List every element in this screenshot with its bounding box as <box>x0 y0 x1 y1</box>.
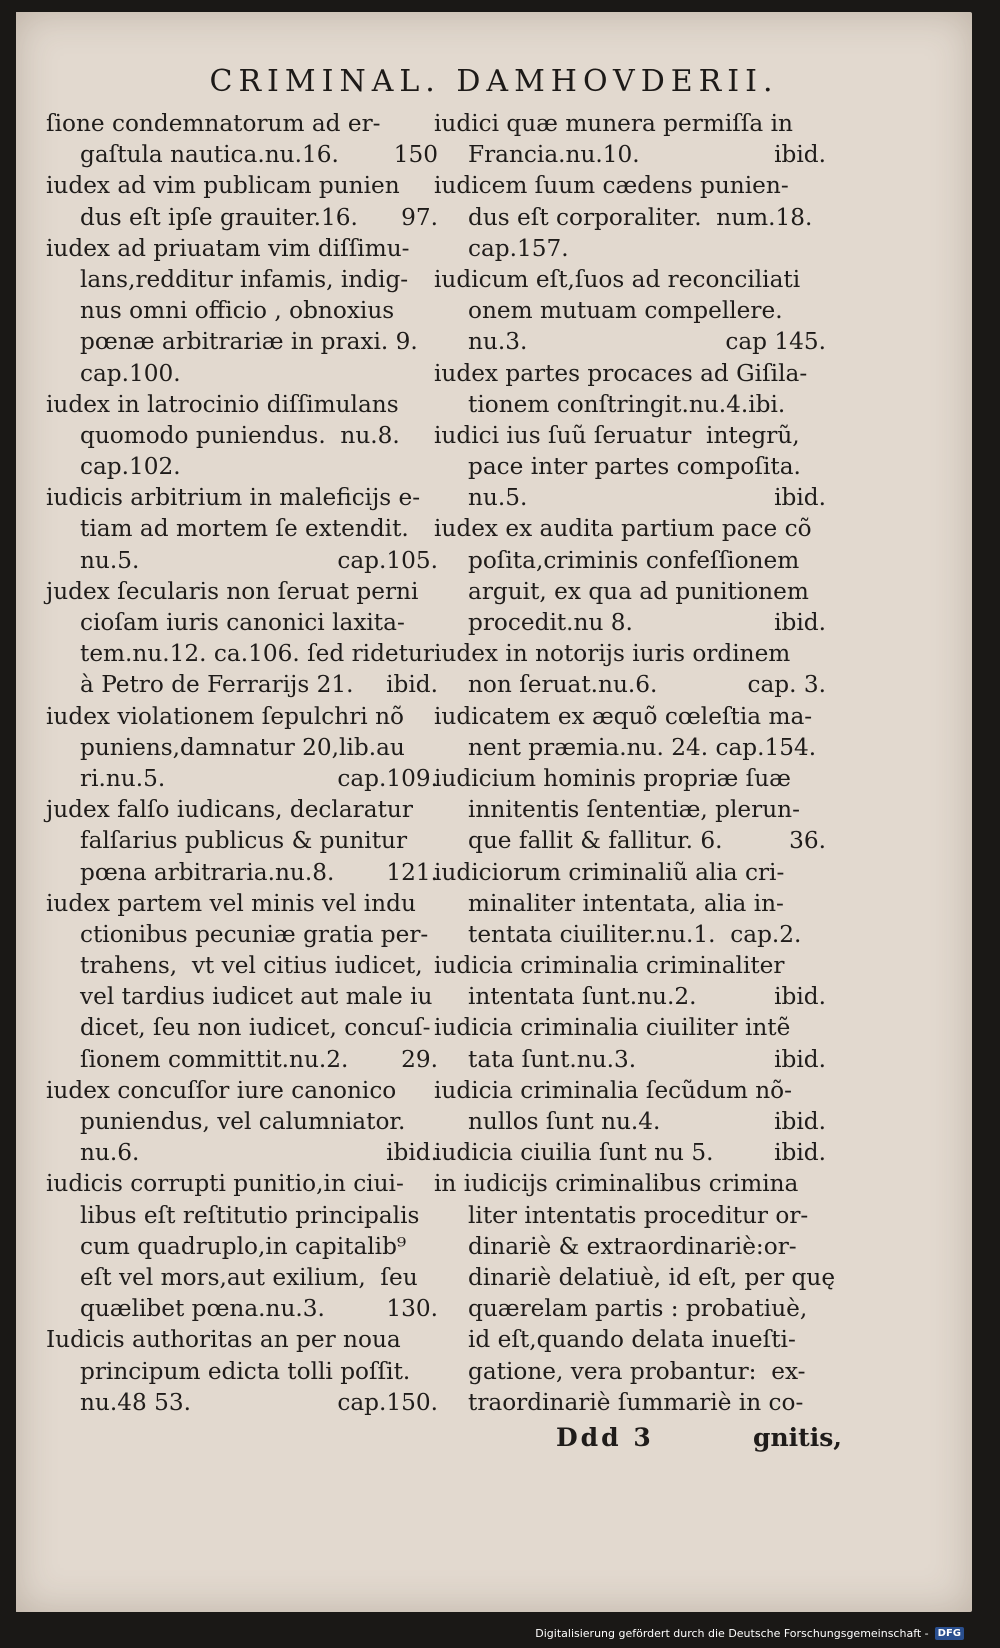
entry-text: poſita,criminis confeſſionem <box>468 546 800 574</box>
index-entry-continuation <box>434 202 826 233</box>
index-entry-line <box>434 264 826 295</box>
entry-reference: cap.109. <box>337 764 438 792</box>
index-entry-continuation <box>46 295 438 326</box>
entry-text: quærelam partis : probatiuè, <box>468 1295 808 1323</box>
entry-reference: 97. <box>401 203 438 231</box>
index-entry-continuation <box>46 139 438 170</box>
entry-text: judex ſecularis non ſeruat perni <box>46 577 419 605</box>
entry-text: nus omni officio , obnoxius <box>80 297 395 325</box>
index-entry-line <box>46 233 438 264</box>
entry-text: tentata ciuiliter.nu.1. cap.2. <box>468 920 802 948</box>
entry-text: iudicis arbitrium in maleficijs e- <box>46 484 421 512</box>
dfg-logo: DFG <box>935 1627 964 1640</box>
index-entry-continuation <box>434 1293 826 1324</box>
index-entry-continuation <box>434 389 826 420</box>
entry-text: cioſam iuris canonici laxita- <box>80 609 405 636</box>
index-entry-continuation <box>46 981 438 1012</box>
index-entry-line <box>46 794 438 825</box>
index-entry-line <box>434 1075 826 1106</box>
entry-text: ctionibus pecuniæ gratia per- <box>80 920 429 948</box>
entry-reference: ibid. <box>774 1139 826 1167</box>
entry-text: nu.5. <box>468 484 528 512</box>
entry-text: arguit, ex qua ad punitionem <box>468 577 809 605</box>
entry-text: dus eſt ipſe grauiter.16. <box>80 203 358 231</box>
entry-reference: ibid. <box>774 1108 826 1135</box>
entry-text: iudicis corrupti punitio,in ciui- <box>46 1170 404 1198</box>
index-entry-line <box>46 170 438 201</box>
entry-text: Iudicis authoritas an per noua <box>46 1326 401 1354</box>
entry-text: nent præmia.nu. 24. cap.154. <box>468 733 817 761</box>
entry-text: iudicia criminalia criminaliter <box>434 952 785 980</box>
index-entry-continuation <box>46 1387 438 1418</box>
entry-reference: 150 <box>393 141 438 169</box>
index-entry-continuation <box>434 233 826 264</box>
index-entry-continuation <box>46 358 438 389</box>
entry-text: nu.3. <box>468 328 528 356</box>
entry-text: puniens,damnatur 20,lib.au <box>80 733 405 761</box>
index-entry-continuation <box>434 482 826 513</box>
index-entry-line <box>434 701 826 732</box>
credit-text: Digitalisierung gefördert durch die Deutsche Forschungsgemeinschaft - <box>535 1627 929 1640</box>
entry-text: dinariè delatiuè, id eſt, per quę <box>468 1263 836 1291</box>
index-entry-continuation <box>434 732 826 763</box>
index-entry-continuation <box>434 545 826 576</box>
entry-text: tem.nu.12. ca.106. ſed ridetur <box>80 640 434 668</box>
entry-text: cum quadruplo,in capitalib⁹ <box>80 1232 407 1260</box>
entry-text: id eſt,quando delata inueſti- <box>468 1326 796 1354</box>
index-entry-continuation <box>434 295 826 326</box>
index-entry-line <box>434 763 826 794</box>
index-entry-continuation <box>46 1293 438 1324</box>
index-entry-continuation <box>46 1137 438 1168</box>
index-entry-line <box>434 513 826 544</box>
entry-text: dus eſt corporaliter. num.18. <box>468 203 813 231</box>
entry-text: vel tardius iudicet aut male iu <box>80 983 433 1011</box>
entry-text: tiam ad mortem ſe extendit. <box>80 515 409 543</box>
index-entry-continuation <box>434 794 826 825</box>
index-entry-line <box>434 1137 826 1168</box>
index-entry-line <box>434 1168 826 1199</box>
index-entry-continuation <box>46 1356 438 1387</box>
entry-text: nu.6. <box>80 1139 140 1167</box>
index-entry-continuation <box>46 545 438 576</box>
entry-reference: ibid. <box>774 141 826 169</box>
entry-text: nu.5. <box>80 546 140 574</box>
index-entry-continuation <box>46 1262 438 1293</box>
index-entry-continuation <box>434 1262 836 1293</box>
entry-text: pace inter partes compoſita. <box>468 453 801 481</box>
entry-text: dicet, ſeu non iudicet, concuſ- <box>80 1014 431 1042</box>
entry-reference: ibid. <box>386 1139 438 1167</box>
entry-text: cap.100. <box>80 359 181 387</box>
entry-reference: 29. <box>401 1045 438 1073</box>
entry-reference: ibid. <box>774 609 826 636</box>
index-entry-continuation <box>434 576 826 607</box>
entry-text: iudicia ciuilia ſunt nu 5. <box>434 1139 714 1167</box>
entry-text: tata ſunt.nu.3. <box>468 1045 637 1073</box>
entry-text: à Petro de Ferrarijs 21. <box>80 671 354 699</box>
index-entry-continuation <box>46 1044 438 1075</box>
index-entry-line <box>434 358 826 389</box>
index-entry-line <box>434 170 826 201</box>
entry-text: iudex ad vim publicam punien <box>46 172 400 200</box>
entry-text: eſt vel mors,aut exilium, ſeu <box>80 1263 418 1291</box>
entry-text: gatione, vera probantur: ex- <box>468 1357 806 1385</box>
entry-text: gaſtula nautica.nu.16. <box>80 141 339 169</box>
index-entry-continuation <box>434 1200 826 1231</box>
entry-reference: ibid. <box>386 671 438 699</box>
index-entry-continuation <box>434 825 826 856</box>
entry-text: traordinariè ſummariè in co- <box>468 1388 804 1416</box>
entry-text: liter intentatis proceditur or- <box>468 1201 809 1229</box>
entry-text: in iudicijs criminalibus crimina <box>434 1170 799 1198</box>
entry-reference: cap 145. <box>725 328 826 356</box>
signature-mark: Ddd 3 <box>556 1423 654 1452</box>
index-entry-continuation <box>46 326 438 357</box>
entry-text: quomodo puniendus. nu.8. <box>80 421 400 449</box>
entry-text: puniendus, vel calumniator. <box>80 1108 406 1135</box>
index-entry-continuation <box>434 607 826 638</box>
entry-text: iudici quæ munera permiſſa in <box>434 110 793 137</box>
running-header: CRIMINAL. DAMHOVDERII. <box>209 64 779 99</box>
index-entry-line <box>434 950 826 981</box>
index-entry-line <box>46 576 438 607</box>
index-entry-line <box>434 420 826 451</box>
index-entry-line <box>46 1168 438 1199</box>
book-page <box>16 12 972 1612</box>
catchword: gnitis, <box>753 1423 842 1452</box>
index-entry-continuation <box>434 919 826 950</box>
index-entry-continuation <box>46 1231 438 1262</box>
index-entry-continuation <box>434 1231 826 1262</box>
entry-text: iudicem ſuum cædens punien- <box>434 172 789 200</box>
entry-reference: 36. <box>789 827 826 855</box>
index-entry-continuation <box>434 1324 826 1355</box>
index-entry-continuation <box>46 451 438 482</box>
index-entry-continuation <box>46 950 438 981</box>
index-entry-continuation <box>46 202 438 233</box>
index-entry-continuation <box>46 420 438 451</box>
entry-reference: ibid. <box>774 484 826 512</box>
entry-reference: 121. <box>386 858 438 886</box>
entry-text: principum edicta tolli poſſit. <box>80 1357 411 1385</box>
entry-text: iudex partem vel minis vel indu <box>46 889 416 917</box>
entry-text: pœnæ arbitrariæ in praxi. 9. <box>80 328 418 356</box>
entry-text: nullos ſunt nu.4. <box>468 1108 661 1135</box>
index-entry-continuation <box>434 326 826 357</box>
entry-text: quælibet pœna.nu.3. <box>80 1295 325 1323</box>
index-entry-continuation <box>46 857 438 888</box>
entry-text: iudex violationem ſepulchri nõ <box>46 702 404 730</box>
entry-text: iudicia criminalia ſecũdum nõ- <box>434 1076 792 1104</box>
entry-text: iudicia criminalia ciuiliter intẽ <box>434 1014 791 1042</box>
index-entry-continuation <box>434 1044 826 1075</box>
entry-text: iudex concuſſor iure canonico <box>46 1076 397 1104</box>
entry-text: iudiciorum criminaliũ alia cri- <box>434 858 785 886</box>
digitization-credit <box>535 1627 964 1640</box>
entry-reference: cap.105. <box>337 546 438 574</box>
entry-reference: ibid. <box>774 1045 826 1073</box>
index-entry-line <box>434 1012 826 1043</box>
index-entry-line <box>46 389 438 420</box>
entry-text: iudex ex audita partium pace cõ <box>434 515 812 543</box>
index-entry-continuation <box>434 139 826 170</box>
index-entry-continuation <box>434 888 826 919</box>
index-entry-line <box>434 638 826 669</box>
index-entry-continuation <box>46 763 438 794</box>
entry-text: judex falſo iudicans, declaratur <box>46 796 413 824</box>
entry-text: ſionem committit.nu.2. <box>80 1045 349 1073</box>
entry-text: onem mutuam compellere. <box>468 297 783 325</box>
entry-text: iudex ad priuatam vim diſſimu- <box>46 234 410 262</box>
index-entry-line <box>46 482 438 513</box>
index-entry-line <box>46 888 438 919</box>
entry-text: trahens, vt vel citius iudicet, <box>80 952 423 980</box>
entry-text: cap.102. <box>80 453 181 481</box>
entry-text: intentata ſunt.nu.2. <box>468 983 697 1011</box>
index-entry-line <box>46 108 438 139</box>
index-entry-line <box>46 701 438 732</box>
entry-text: iudici ius ſuũ ſeruatur integrũ, <box>434 421 800 449</box>
entry-text: nu.48 53. <box>80 1388 191 1416</box>
entry-text: innitentis ſententiæ, plerun- <box>468 796 800 824</box>
entry-text: falſarius publicus & punitur <box>80 827 408 855</box>
entry-text: iudex in latrocinio diſſimulans <box>46 390 399 418</box>
index-entry-line <box>46 1075 438 1106</box>
index-entry-continuation <box>46 732 438 763</box>
entry-reference: 130. <box>386 1295 438 1323</box>
entry-text: dinariè & extraordinariè:or- <box>468 1232 797 1260</box>
index-entry-continuation <box>434 451 826 482</box>
entry-text: non ſeruat.nu.6. <box>468 671 658 699</box>
index-entry-continuation <box>46 919 438 950</box>
index-entry-continuation <box>46 669 438 700</box>
entry-text: iudicatem ex æquõ cœleſtia ma- <box>434 702 813 730</box>
entry-text: ri.nu.5. <box>80 764 166 792</box>
index-entry-continuation <box>46 513 438 544</box>
index-entry-continuation <box>46 264 438 295</box>
index-entry-continuation <box>434 669 826 700</box>
index-entry-line <box>434 857 826 888</box>
entry-text: ſione condemnatorum ad er- <box>46 110 381 137</box>
entry-reference: cap. 3. <box>747 671 826 699</box>
entry-text: iudex partes procaces ad Giſila- <box>434 359 808 387</box>
index-entry-line <box>434 108 826 139</box>
index-entry-continuation <box>434 1106 826 1137</box>
index-entry-continuation <box>46 1106 438 1137</box>
right-column <box>434 108 836 1418</box>
entry-reference: cap.150. <box>337 1388 438 1416</box>
index-entry-continuation <box>434 1387 826 1418</box>
index-entry-continuation <box>46 1012 438 1043</box>
entry-text: procedit.nu 8. <box>468 609 633 636</box>
entry-text: Francia.nu.10. <box>468 141 640 169</box>
index-entry-continuation <box>46 638 438 669</box>
entry-text: lans,redditur infamis, indig- <box>80 265 409 293</box>
entry-text: pœna arbitraria.nu.8. <box>80 858 335 886</box>
entry-text: iudex in notorijs iuris ordinem <box>434 640 791 668</box>
index-entry-continuation <box>46 1200 438 1231</box>
entry-text: minaliter intentata, alia in- <box>468 889 784 917</box>
entry-text: que fallit & fallitur. 6. <box>468 827 723 855</box>
index-entry-continuation <box>434 981 826 1012</box>
index-entry-continuation <box>434 1356 826 1387</box>
entry-text: libus eſt reſtitutio principalis <box>80 1201 420 1229</box>
entry-reference: ibid. <box>774 983 826 1011</box>
entry-text: cap.157. <box>468 234 569 262</box>
index-entry-line <box>46 1324 438 1355</box>
page-footer <box>16 1423 972 1457</box>
left-column <box>46 108 438 1418</box>
index-entry-continuation <box>46 825 438 856</box>
entry-text: iudicum eſt,ſuos ad reconciliati <box>434 265 801 293</box>
index-entry-continuation <box>46 607 438 638</box>
entry-text: iudicium hominis propriæ ſuæ <box>434 764 791 792</box>
entry-text: tionem conſtringit.nu.4.ibi. <box>468 390 786 418</box>
